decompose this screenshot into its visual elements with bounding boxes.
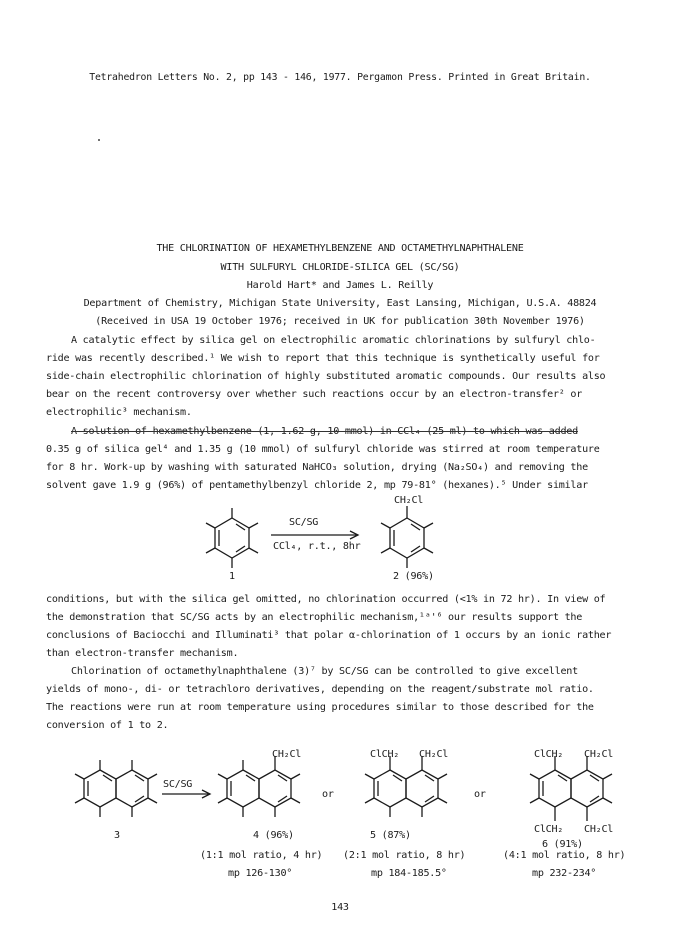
para1-line: ride was recently described.¹ We wish to report that this technique is synthetically useful for (46, 353, 600, 364)
para4-line: yields of mono-, di- or tetrachloro derivatives, depending on the reagent/substrate mol ratio. (46, 684, 594, 695)
para2-line: solvent gave 1.9 g (96%) of pentamethylbenzyl chloride 2, mp 79-81° (hexanes).⁵ Under similar (46, 480, 588, 491)
para3-line: than electron-transfer mechanism. (46, 648, 239, 659)
para1-line: bear on the recent controversy over whether such reactions occur by an electron-transfer² or (46, 389, 583, 400)
authors: Harold Hart* and James L. Reilly (246, 280, 434, 291)
compound-6-structure (530, 756, 612, 821)
article-title-line1: THE CHLORINATION OF HEXAMETHYLBENZENE AND OCTAMETHYLNAPHTHALENE (156, 243, 524, 254)
compound-6-ch2cl-top: CH₂Cl (584, 749, 614, 760)
hexamethylbenzene-structure (206, 508, 258, 568)
compound-5-ch2cl: CH₂Cl (419, 749, 449, 760)
journal-header: Tetrahedron Letters No. 2, pp 143 - 146, 1977. Pergamon Press. Printed in Great Britain. (89, 72, 591, 83)
scheme2-reagent: SC/SG (163, 779, 193, 790)
para2-line: 0.35 g of silica gel⁴ and 1.35 g (10 mmol) of sulfuryl chloride was stirred at room temperature (46, 444, 600, 455)
para2-line: for 8 hr. Work-up by washing with saturated NaHCO₃ solution, drying (Na₂SO₄) and removing the (46, 462, 588, 473)
reaction-arrow-2 (162, 790, 210, 798)
compound-6-clch2-bottom: ClCH₂ (534, 824, 564, 835)
scheme1-conditions: CCl₄, r.t., 8hr (273, 541, 361, 552)
compound-5-mp: mp 184-185.5° (371, 868, 447, 879)
compound-4-structure (218, 756, 300, 817)
page-number: 143 (331, 902, 349, 913)
compound-2-label: 2 (96%) (393, 571, 434, 582)
affiliation: Department of Chemistry, Michigan State University, East Lansing, Michigan, U.S.A. 48824 (83, 298, 597, 309)
compound-5-label: 5 (87%) (370, 830, 411, 841)
article-title-line2: WITH SULFURYL CHLORIDE-SILICA GEL (SC/SG) (220, 262, 460, 273)
reaction-scheme-2 (0, 740, 680, 850)
para1-line: side-chain electrophilic chlorination of highly substituted aromatic compounds. Our results also (46, 371, 606, 382)
compound-6-clch2-top: ClCH₂ (534, 749, 564, 760)
compound-4-ratio: (1:1 mol ratio, 4 hr) (200, 850, 323, 861)
speck (98, 139, 100, 141)
para4-line: The reactions were run at room temperature using procedures similar to those described for the (46, 702, 594, 713)
octamethylnaphthalene-structure (75, 760, 157, 817)
para4-line: conversion of 1 to 2. (46, 720, 169, 731)
or-text-2: or (474, 789, 486, 800)
para4-line: Chlorination of octamethylnaphthalene (3)⁷ by SC/SG can be controlled to give excellent (71, 666, 578, 677)
pentamethylbenzyl-chloride-structure (381, 506, 433, 568)
compound-5-structure (365, 756, 447, 817)
compound-6-ratio: (4:1 mol ratio, 8 hr) (503, 850, 626, 861)
compound-3-label: 3 (114, 830, 120, 841)
para1-line: A catalytic effect by silica gel on electrophilic aromatic chlorinations by sulfuryl chlo- (71, 335, 596, 346)
para3-line: conditions, but with the silica gel omitted, no chlorination occurred (<1% in 72 hr). In view of (46, 594, 606, 605)
para3-line: conclusions of Baciocchi and Illuminati³ that polar α-chlorination of 1 occurs by an ionic rather (46, 630, 612, 641)
compound-5-ratio: (2:1 mol ratio, 8 hr) (343, 850, 466, 861)
reaction-arrow-1 (271, 531, 358, 539)
compound-4-ch2cl: CH₂Cl (272, 749, 302, 760)
compound-6-mp: mp 232-234° (532, 868, 597, 879)
compound-6-ch2cl-bottom: CH₂Cl (584, 824, 614, 835)
compound-4-mp: mp 126-130° (228, 868, 293, 879)
compound-6-label: 6 (91%) (542, 839, 583, 850)
para1-line: electrophilic³ mechanism. (46, 407, 192, 418)
received-dates: (Received in USA 19 October 1976; received in UK for publication 30th November 1976) (95, 316, 585, 327)
compound-5-clch2: ClCH₂ (370, 749, 400, 760)
compound-4-label: 4 (96%) (253, 830, 294, 841)
compound-1-label: 1 (229, 571, 235, 582)
para3-line: the demonstration that SC/SG acts by an electrophilic mechanism,¹ᵃ'⁶ our results support the (46, 612, 583, 623)
para2-line: A solution of hexamethylbenzene (1, 1.62 g, 10 mmol) in CCl₄ (25 ml) to which was added (71, 426, 578, 437)
scheme1-reagent: SC/SG (289, 517, 319, 528)
or-text-1: or (322, 789, 334, 800)
scheme1-ch2cl: CH₂Cl (394, 495, 424, 506)
